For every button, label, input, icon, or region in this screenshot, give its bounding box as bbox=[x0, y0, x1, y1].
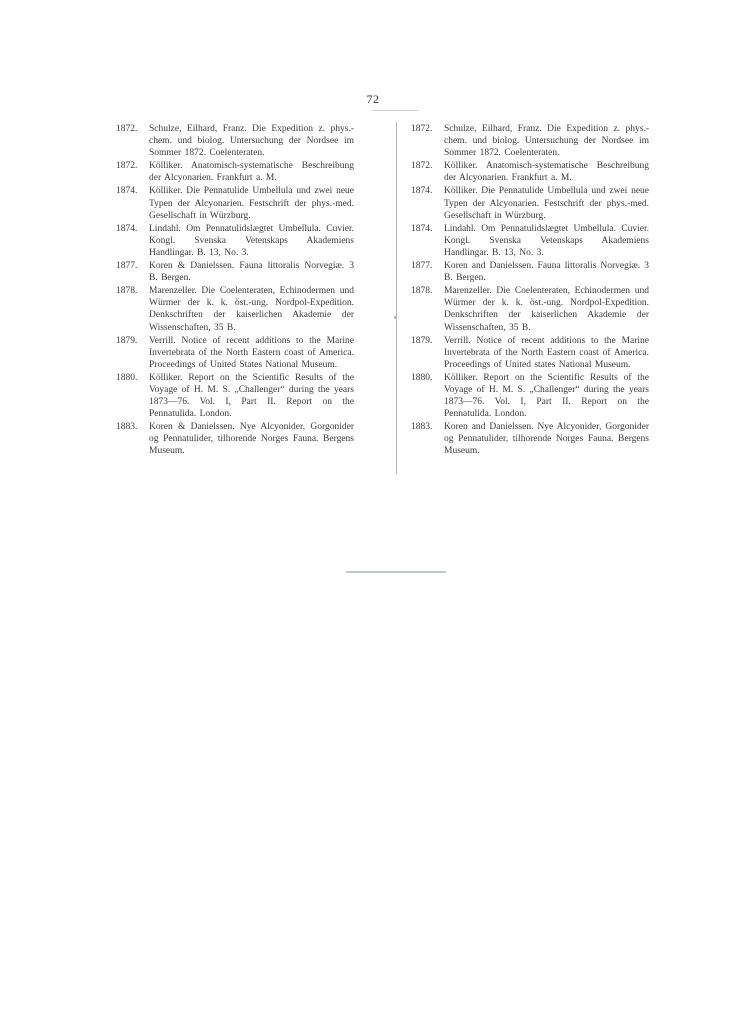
entry-year: 1878. bbox=[411, 286, 433, 297]
entry-year: 1880. bbox=[116, 372, 138, 383]
bibliography-entry bbox=[116, 260, 354, 284]
entry-reference: Kölliker. Die Pennatulide Umbellula und zwei neue Typen der Alcyonarien. Festschrift der phys.-med. Gesellschaft in Würzburg. bbox=[444, 186, 649, 221]
entry-year: 1874. bbox=[411, 186, 433, 197]
bibliography-entry bbox=[116, 185, 354, 221]
bibliography-entry bbox=[411, 160, 649, 184]
column-divider-mark bbox=[394, 316, 397, 319]
bibliography-entry bbox=[411, 260, 649, 284]
entry-reference: Lindahl. Om Pennatulidslægtet Umbellula. Cuvier. Kongl. Svenska Vetenskaps Akademiens Handlingar. B. 13, No. 3. bbox=[149, 223, 354, 258]
entry-reference: Lindahl. Om Pennatulidslægtet Umbellula. Cuvier. Kongl. Svenska Vetenskaps Akademiens Handlingar. B. 13, No. 3. bbox=[444, 223, 649, 258]
footer-rule bbox=[346, 571, 446, 573]
entry-year: 1878. bbox=[116, 286, 138, 297]
entry-year: 1874. bbox=[411, 223, 433, 234]
bibliography-entry bbox=[116, 160, 354, 184]
entry-reference: Koren and Danielssen. Nye Alcyonider, Gorgonider og Pennatulider, tilhorende Norges Fauna. Bergens Museum. bbox=[444, 422, 649, 457]
entry-reference: Verrill. Notice of recent additions to the Marine Invertebrata of the North Eastern coast of America. Proceedings of United states National Museum. bbox=[444, 335, 649, 370]
entry-year: 1880. bbox=[411, 372, 433, 383]
entry-year: 1872. bbox=[116, 124, 138, 134]
page-number-rule bbox=[372, 110, 418, 111]
entry-reference: Marenzeller. Die Coelenteraten, Echinodermen und Würmer der k. k. öst.-ung. Nordpol-Expedition. Denkschriften der kaiserlichen Akademie der Wissenschaften, 35 B. bbox=[444, 286, 649, 333]
entry-year: 1877. bbox=[411, 261, 433, 272]
bibliography-entry bbox=[116, 123, 354, 159]
bibliography-entry bbox=[411, 335, 649, 371]
entry-year: 1883. bbox=[411, 422, 433, 433]
bibliography-entry bbox=[411, 123, 649, 159]
bibliography-entry bbox=[116, 335, 354, 371]
bibliography-entry bbox=[116, 372, 354, 420]
page-number: 72 bbox=[366, 92, 380, 106]
entry-year: 1872. bbox=[411, 124, 433, 134]
entry-reference: Marenzeller. Die Coelenteraten, Echinodermen und Würmer der k. k. öst.-ung. Nordpol-Expedition. Denkschriften der kaiserlichen Akademie der Wissenschaften, 35 B. bbox=[149, 286, 354, 333]
entry-year: 1874. bbox=[116, 223, 138, 234]
bibliography-entry bbox=[411, 372, 649, 420]
bibliography-entry bbox=[411, 185, 649, 221]
entry-reference: Verrill. Notice of recent additions to the Marine Invertebrata of the North Eastern coast of America. Proceedings of United States National Museum. bbox=[149, 335, 354, 370]
bibliography-entry bbox=[411, 421, 649, 457]
entry-reference: Schulze, Eilhard, Franz. Die Expedition z. phys.-chem. und biolog. Untersuchung der Nordsee im Sommer 1872. Coelenteraten. bbox=[444, 124, 649, 159]
entry-reference: Kölliker. Report on the Scientific Results of the Voyage of H. M. S. „Challenger“ during the years 1873—76. Vol. I, Part II. Report on the Pennatulida. London. bbox=[444, 372, 649, 420]
entry-reference: Kölliker. Anatomisch-systematische Beschreibung der Alcyonarien. Frankfurt a. M. bbox=[149, 161, 354, 184]
bibliography-entry bbox=[411, 223, 649, 259]
bibliography-column-left bbox=[116, 123, 354, 459]
bibliography-entry bbox=[411, 285, 649, 333]
entry-year: 1872. bbox=[116, 161, 138, 172]
entry-reference: Koren and Danielssen. Fauna littoralis Norvegiæ. 3 B. Bergen. bbox=[444, 261, 649, 284]
entry-year: 1874. bbox=[116, 186, 138, 197]
entry-year: 1883. bbox=[116, 422, 138, 433]
bibliography-entry bbox=[116, 421, 354, 457]
column-divider bbox=[396, 122, 397, 474]
bibliography-column-right bbox=[411, 123, 649, 459]
entry-year: 1879. bbox=[116, 335, 138, 346]
entry-reference: Kölliker. Anatomisch-systematische Beschreibung der Alcyonarien. Frankfurt a. M. bbox=[444, 161, 649, 184]
entry-reference: Koren & Danielssen. Fauna littoralis Norvegiæ. 3 B. Bergen. bbox=[149, 261, 354, 284]
entry-year: 1877. bbox=[116, 261, 138, 272]
entry-reference: Koren & Danielssen. Nye Alcyonider, Gorgonider og Pennatulider, tilhorende Norges Fauna. Bergens Museum. bbox=[149, 422, 354, 457]
entry-reference: Kölliker. Report on the Scientific Results of the Voyage of H. M. S. „Challenger“ during the years 1873—76. Vol. I, Part II. Report on the Pennatulida. London. bbox=[149, 372, 354, 420]
entry-reference: Kölliker. Die Pennatulide Umbellula und zwei neue Typen der Alcyonarien. Festschrift der phys.-med. Gesellschaft in Würzburg. bbox=[149, 186, 354, 221]
entry-year: 1872. bbox=[411, 161, 433, 172]
entry-reference: Schulze, Eilhard, Franz. Die Expedition z. phys.-chem. und biolog. Untersuchung der Nordsee im Sommer 1872. Coelenteraten. bbox=[149, 124, 354, 159]
bibliography-entry bbox=[116, 285, 354, 333]
bibliography-entry bbox=[116, 223, 354, 259]
entry-year: 1879. bbox=[411, 335, 433, 346]
